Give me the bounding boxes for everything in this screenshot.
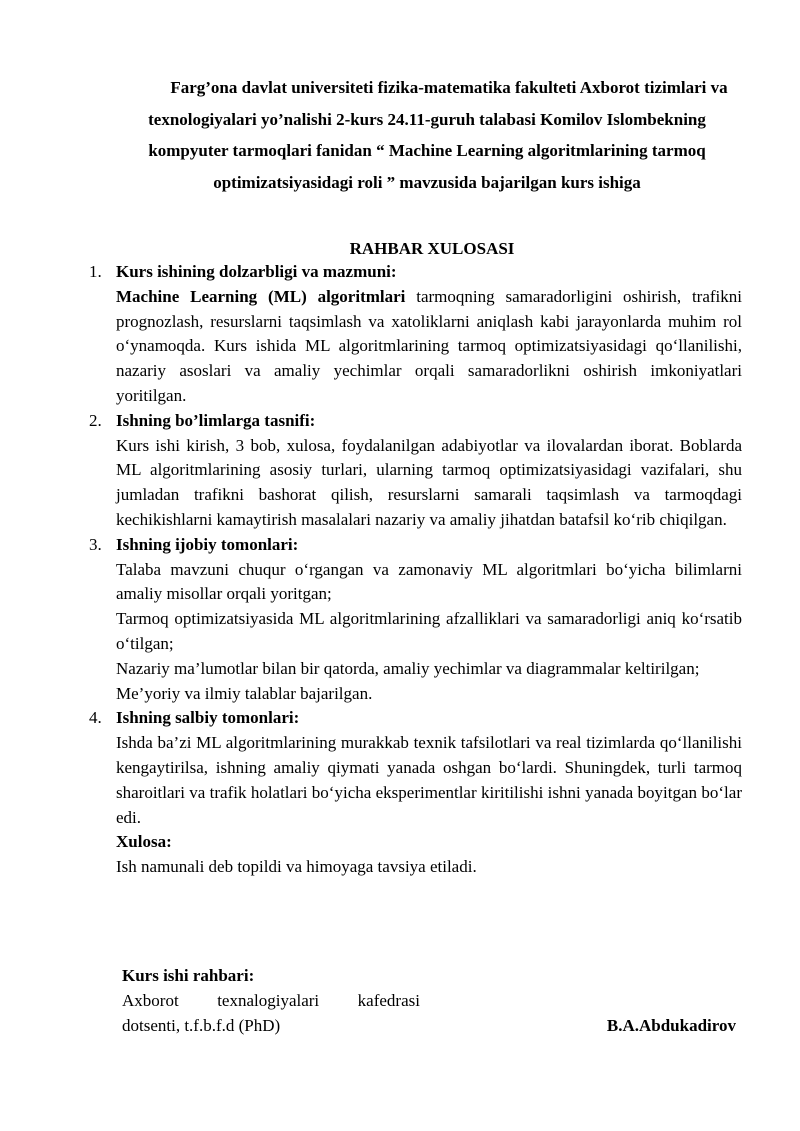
section-number: 1. (89, 262, 102, 281)
signature-name: B.A.Abdukadirov (606, 1016, 736, 1035)
section-paragraph: Tarmoq optimizatsiyasida ML algoritmlarining afzalliklari va samaradorligi aniq ko‘rsatib o‘tilgan; (116, 609, 742, 653)
signature-position-row (122, 1013, 742, 1038)
department-word: texnalogiyalari (217, 991, 320, 1010)
section-item (0, 409, 742, 533)
section-paragraph (116, 285, 742, 409)
section-paragraph: Kurs ishi kirish, 3 bob, xulosa, foydalanilgan adabiyotlar va ilovalardan iborat. Boblarda ML algoritmlarining asosiy turlari, ularning tarmoq optimizatsiyasidagi vazifalari, shu jumladan trafikni bashorat qilish, resurslarni samarali taqsimlash va tarmoqdagi kechikishlarni kamaytirish masalalari nazariy va amaliy jihatdan batafsil ko‘rib chiqilgan. (116, 435, 742, 529)
section-item (0, 706, 742, 880)
department-word: Axborot (122, 991, 179, 1010)
signature-department (122, 988, 420, 1013)
section-item (0, 260, 742, 409)
section-title: Ishning ijobiy tomonlari: (116, 534, 299, 554)
paragraph-text: tarmoqning samaradorligini oshirish, trafikni prognozlash, resurslarni taqsimlash va xatoliklarni aniqlash kabi jarayonlarda muhim rol o‘ynamoqda. Kurs ishida ML algoritmlarining tarmoq optimizatsiyasidagi qo‘llanilishi, nazariy asoslari va amaliy yechimlar orqali samaradorlikni oshirish imkoniyatlari yoritilgan. (116, 286, 742, 405)
sections-list (0, 260, 800, 880)
section-title: Kurs ishining dolzarbligi va mazmuni: (116, 262, 397, 281)
section-paragraph: Ishda ba’zi ML algoritmlarining murakkab texnik tafsilotlari va real tizimlarda qo‘llanilishi kengaytirilsa, ishning amaliy qiymati yanada oshgan bo‘lardi. Shuningdek, turli tarmoq sharoitlari va trafik holatlari bo‘yicha eksperimentlar kiritilishi ishni yanada boyitgan bo‘lar edi. (116, 733, 742, 827)
document-title: RAHBAR XULOSASI (349, 239, 515, 258)
paragraph-bold-lead: Machine Learning (ML) algoritmlari (116, 286, 406, 306)
section-number: 4. (89, 708, 102, 728)
section-paragraph: Me’yoriy va ilmiy talablar bajarilgan. (116, 683, 373, 703)
signature-title: Kurs ishi rahbari: (122, 966, 255, 985)
department-word: kafedrasi (357, 991, 420, 1010)
conclusion-text: Ish namunali deb topildi va himoyaga tavsiya etiladi. (116, 857, 477, 877)
section-title: Ishning salbiy tomonlari: (116, 708, 300, 728)
signature-block (122, 963, 742, 1038)
section-title: Ishning bo’limlarga tasnifi: (116, 410, 316, 430)
section-number: 3. (89, 534, 102, 554)
section-number: 2. (89, 410, 102, 430)
signature-department-row (122, 988, 742, 1013)
conclusion-title: Xulosa: (116, 832, 172, 852)
section-item (0, 533, 742, 707)
signature-position: dotsenti, t.f.b.f.d (PhD) (122, 1016, 281, 1035)
document-heading: Farg’ona davlat universiteti fizika-matematika fakulteti Axborot tizimlari va texnologiyalari yo’nalishi 2-kurs 24.11-guruh talabasi Komilov Islombekning kompyuter tarmoqlari fanidan “ Machine Learning algoritmlarining tarmoq optimizatsiyasidagi roli ” mavzusida bajarilgan kurs ishiga (148, 78, 728, 192)
section-paragraph: Nazariy ma’lumotlar bilan bir qatorda, amaliy yechimlar va diagrammalar keltirilgan; (116, 658, 700, 678)
section-paragraph: Talaba mavzuni chuqur o‘rgangan va zamonaviy ML algoritmlari bo‘yicha bilimlarni amaliy misollar orqali yoritgan; (116, 559, 742, 604)
